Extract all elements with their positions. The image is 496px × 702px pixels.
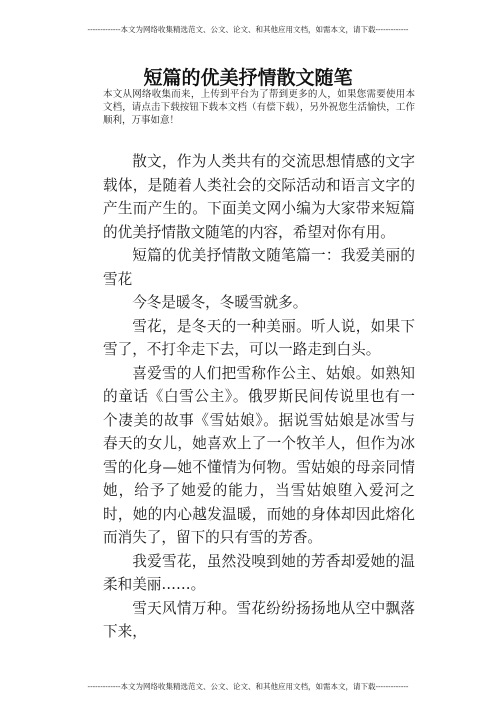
paragraph-2: 今冬是暖冬，冬暖雪就多。 xyxy=(132,294,308,311)
footer-banner: -------------本文为网络收集精选范文、公文、论文、和其他应用文档，如需本文，请下载------------- xyxy=(87,682,409,691)
paragraph-3: 雪花，是冬天的一种美丽。听人说，如果下雪了，不打伞走下去，可以一路走到白头。 xyxy=(103,317,415,358)
paragraph-5: 我爱雪花，虽然没嗅到她的芳香却爱她的温柔和美丽……。 xyxy=(103,552,415,593)
paragraph-1: 散文，作为人类共有的交流思想情感的文字载体，是随着人类社会的交际活动和语言文字的产生而产生的。下面美文网小编为大家带来短篇的优美抒情散文随笔的内容，希望对你有用。 xyxy=(103,153,415,241)
paragraph-4: 喜爱雪的人们把雪称作公主、姑娘。如熟知的童话《白雪公主》。俄罗斯民间传说里也有一个凄美的故事《雪姑娘》。据说雪姑娘是冰雪与春天的女儿，她喜欢上了一个牧羊人，但作为冰雪的化身—她不懂情为何物。雪姑娘的母亲同情她，给予了她爱的能力，当雪姑娘堕入爱河之时，她的内心越发温暖，而她的身体却因此熔化而消失了，留下的只有雪的芳香。 xyxy=(103,364,415,546)
document-title: 短篇的优美抒情散文随笔 xyxy=(143,67,353,89)
header-banner: -------------本文为网络收集精选范文、公文、论文、和其他应用文档，如需本文，请下载------------- xyxy=(87,25,409,34)
paragraph-6: 雪天风情万种。雪花纷纷扬扬地从空中飘落下来， xyxy=(103,599,415,640)
section-heading: 短篇的优美抒情散文随笔篇一：我爱美丽的雪花 xyxy=(103,247,415,288)
article-body xyxy=(103,150,415,644)
intro-note: 本文从网络收集而来，上传到平台为了帮到更多的人，如果您需要使用本文档，请点击下载按钮下载本文档（有偿下载），另外祝您生活愉快，工作顺利，万事如意！ xyxy=(103,89,415,127)
